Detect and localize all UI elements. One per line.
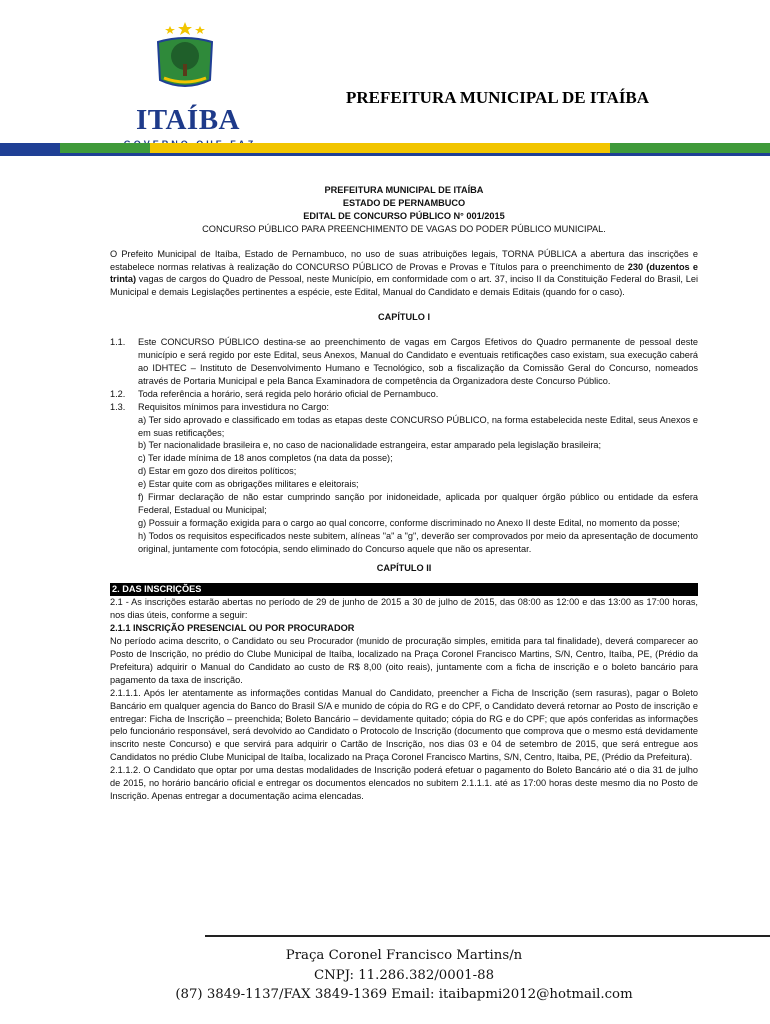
header-color-stripe xyxy=(0,143,770,153)
doc-heading-prefeitura: PREFEITURA MUNICIPAL DE ITAÍBA xyxy=(324,185,484,195)
header-divider xyxy=(0,153,770,156)
clause-2-1: 2.1 - As inscrições estarão abertas no período de 29 de junho de 2015 a 30 de julho de 2015, das 08:00 as 12:00 e das 13:00 as 17:00 horas, nos dias úteis, conforme a seguir: xyxy=(110,597,698,621)
intro-paragraph: O Prefeito Municipal de Itaíba, Estado de Pernambuco, no uso de suas atribuições legais, TORNA PÚBLICA a abertura das inscrições e estabelece normas relativas à realização do CONCURSO PÚBLICO de Provas e Provas e Títulos para o preenchimento de 230 (duzentos e trinta) vagas de cargos do Quadro de Pessoal, neste Município, em conformidade com o art. 37, inciso II da Constituição Federal do Brasil, Lei Municipal e demais Legislações pertinentes a espécie, este Edital, Manual do Candidato e demais Editais (quando for o caso). xyxy=(110,248,698,298)
logo-city-name: ITAÍBA xyxy=(136,104,240,136)
requirement-d: d) Estar em gozo dos direitos políticos; xyxy=(138,466,297,477)
footer-divider xyxy=(205,935,770,937)
clause-1-3: 1.3. Requisitos mínimos para investidura no Cargo: xyxy=(110,401,329,412)
clause-1-1: 1.1. Este CONCURSO PÚBLICO destina-se ao preenchimento de vagas em Cargos Efetivos do Quadro permanente de pessoal deste município e será regido por este Edital, seus Anexos, Manual do Candidato e eventuais retificações caso existam, sua execução caberá ao IDHTEC – Instituto de Desenvolvimento Humano e Tecnológico, sob a fiscalização da Comissão Geral do Concurso, nomeados através de Portaria Municipal e pela Banca Examinadora de competência da Organizadora deste Concurso Público. xyxy=(110,337,698,386)
requirement-h: h) Todos os requisitos especificados neste subitem, alíneas "a" a "g", deverão ser comprovados por meio da apresentação de documento original, juntamente com fotocópia, sendo eliminado do Concurso aquele que não os apresentar. xyxy=(138,530,698,554)
footer-cnpj: CNPJ: 11.286.382/0001-88 xyxy=(313,967,495,983)
section-inscricoes-header: 2. DAS INSCRIÇÕES xyxy=(110,583,698,596)
city-seal-icon xyxy=(150,20,220,92)
clause-2-1-1-1: 2.1.1.1. Após ler atentamente as informações contidas Manual do Candidato, preencher a Ficha de Inscrição (sem rasuras), pagar o Boleto Bancário em qualquer agencia do Banco do Brasil S/A e munido de cópia do RG e do CPF, o Candidato deverá retornar ao Posto de inscrição e entregar: Ficha de Inscrição – preenchida; Boleto Bancário – devidamente quitado; cópia do RG e do CPF; que após conferidas as informações pelo funcionário responsável, será devolvido ao Candidato o Protocolo de Inscrição (documento que comprova que o mesmo está devidamente inscrito neste Concurso) e que servirá para adquirir o Cartão de Inscrição, nos dias 03 e 04 de setembro de 2015, que será entregue aos Candidatos no prédio Clube Municipal de Itaíba, localizado na Praça Coronel Francisco Martins, S/N, Centro, Itaiba, PE, (Prédio da Prefeitura). xyxy=(110,687,698,763)
clause-1-2: 1.2. Toda referência a horário, será regida pelo horário oficial de Pernambuco. xyxy=(110,388,439,399)
chapter-2-title: CAPÍTULO II xyxy=(376,562,432,573)
clause-2-1-1: No período acima descrito, o Candidato ou seu Procurador (munido de procuração simples, emitida para tal finalidade), deverá comparecer ao Posto de Inscrição, no prédio do Clube Municipal de Itaíba, localizado na Praça Coronel Francisco Martins, S/N, Centro, Itaíba, PE, (Prédio da Prefeitura) adquirir o Manual do Candidato ao custo de R$ 8,00 (oito reais), juntamente com a ficha de inscrição e o boleto bancário para pagamento da taxa de inscrição. xyxy=(110,636,698,685)
page-title: PREFEITURA MUNICIPAL DE ITAÍBA xyxy=(346,88,650,107)
footer-contact: (87) 3849-1137/FAX 3849-1369 Email: itaibapmi2012@hotmail.com xyxy=(175,987,633,1003)
document-body xyxy=(110,184,698,803)
requirement-f: f) Firmar declaração de não estar cumprindo sanção por inidoneidade, aplicada por qualquer órgão público ou entidade da esfera Federal, Estadual ou Municipal; xyxy=(138,492,698,515)
doc-heading-edital: EDITAL DE CONCURSO PÚBLICO N° 001/2015 xyxy=(303,210,505,221)
requirement-e: e) Estar quite com as obrigações militares e eleitorais; xyxy=(138,479,359,490)
prefeitura-logo xyxy=(110,20,260,138)
footer-address: Praça Coronel Francisco Martins/n xyxy=(285,948,523,963)
requirement-a: a) Ter sido aprovado e classificado em todas as etapas deste CONCURSO PÚBLICO, na forma estabelecida neste Edital, seus Anexos e em suas retificações; xyxy=(138,414,698,438)
requirement-c: c) Ter idade mínima de 18 anos completos (na data da posse); xyxy=(138,453,393,464)
clause-2-1-1-2: 2.1.1.2. O Candidato que optar por uma destas modalidades de Inscrição poderá efetuar o pagamento do Boleto Bancário até o dia 31 de julho de 2015, no horário bancário oficial e entregar os documentos elencados no subitem 2.1.1.1. até as 17:00 horas deste mesmo dia no Posto de Inscrição. Apenas entregar a documentação acima elencadas. xyxy=(110,765,698,801)
page-footer xyxy=(110,946,698,1005)
requirement-b: b) Ter nacionalidade brasileira e, no caso de nacionalidade estrangeira, estar amparado pela legislação brasileira; xyxy=(138,440,602,451)
vacancies-count: 230 (duzentos e trinta) xyxy=(110,261,698,285)
doc-heading-estado: ESTADO DE PERNAMBUCO xyxy=(342,197,466,208)
requirement-g: g) Possuir a formação exigida para o cargo ao qual concorre, conforme discriminado no Anexo II deste Edital, no momento da posse; xyxy=(138,517,680,528)
clause-2-1-1-heading: 2.1.1 INSCRIÇÃO PRESENCIAL OU POR PROCURADOR xyxy=(110,623,355,634)
doc-heading-subtitle: CONCURSO PÚBLICO PARA PREENCHIMENTO DE VAGAS DO PODER PÚBLICO MUNICIPAL. xyxy=(202,223,606,234)
chapter-1-title: CAPÍTULO I xyxy=(377,312,431,323)
